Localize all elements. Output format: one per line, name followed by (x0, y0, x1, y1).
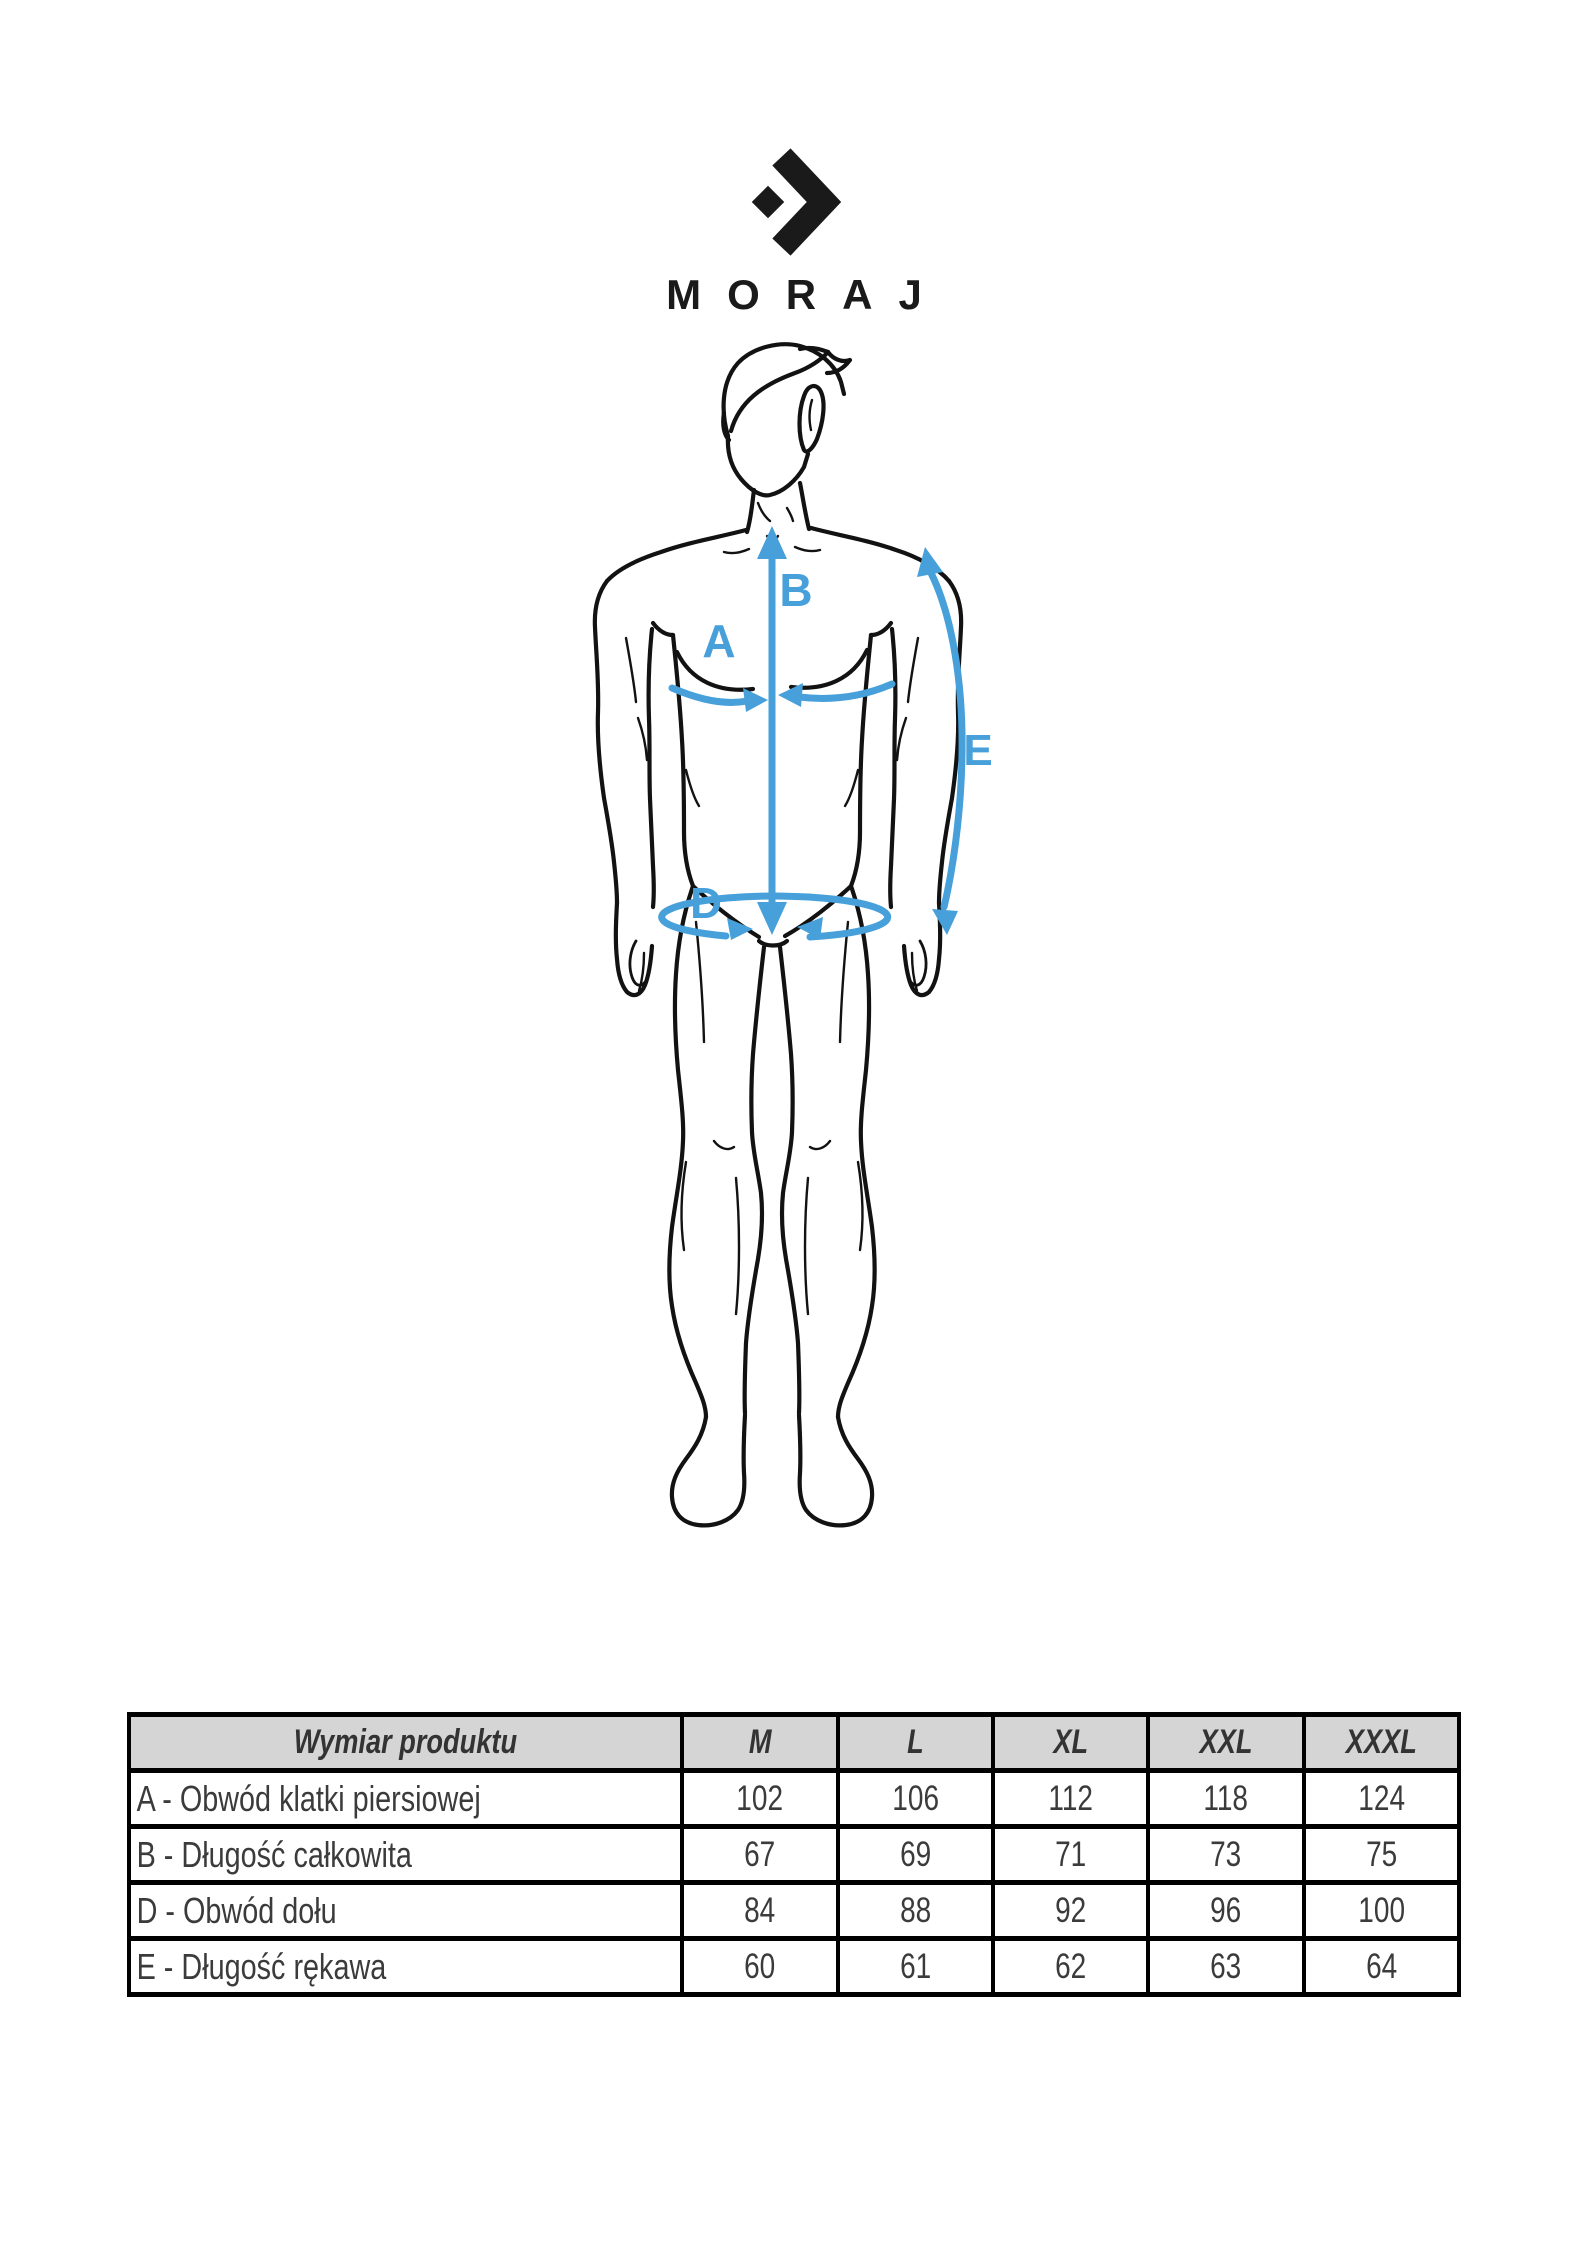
value-cell: 112 (993, 1771, 1148, 1827)
col-header-size-xxxl: XXXL (1304, 1715, 1459, 1771)
table-row-sleeve (129, 1939, 1459, 1995)
chevron-diamond-icon (752, 166, 824, 238)
value-cell: 64 (1304, 1939, 1459, 1995)
measure-label-d: D (690, 879, 722, 928)
value-cell: 61 (838, 1939, 993, 1995)
value-cell: 100 (1304, 1883, 1459, 1939)
value-cell: 118 (1148, 1771, 1303, 1827)
body-outline (595, 344, 961, 1525)
value-cell: 60 (682, 1939, 837, 1995)
value-cell: 75 (1304, 1827, 1459, 1883)
value-cell: 73 (1148, 1827, 1303, 1883)
value-cell: 84 (682, 1883, 837, 1939)
value-cell: 88 (838, 1883, 993, 1939)
value-cell: 63 (1148, 1939, 1303, 1995)
logo-diamond (752, 186, 785, 219)
head-outline (723, 344, 850, 495)
arrowhead-a-left (743, 688, 768, 712)
arrowhead-b-top (757, 526, 787, 559)
row-label: D - Obwód dołu (129, 1883, 682, 1939)
value-cell: 69 (838, 1827, 993, 1883)
arrowhead-b-bottom (757, 902, 787, 935)
size-table (127, 1712, 1461, 1997)
logo-chevron (790, 166, 824, 238)
right-foot (799, 1415, 872, 1525)
measurement-annotations (662, 526, 993, 940)
arrowhead-e-bottom (932, 909, 958, 935)
col-header-size-m: M (682, 1715, 837, 1771)
value-cell: 106 (838, 1771, 993, 1827)
measure-E-sleeve-length (917, 547, 993, 935)
measure-label-b: B (779, 564, 813, 616)
value-cell: 62 (993, 1939, 1148, 1995)
arms-outline (595, 581, 961, 995)
measure-label-e: E (963, 726, 993, 775)
table-row-chest (129, 1771, 1459, 1827)
size-table-header-row (129, 1715, 1459, 1771)
right-ear (800, 386, 824, 451)
value-cell: 67 (682, 1827, 837, 1883)
measure-B-total-length (757, 526, 813, 935)
table-row-hem (129, 1883, 1459, 1939)
measure-label-a: A (702, 615, 736, 667)
value-cell: 71 (993, 1827, 1148, 1883)
col-header-dimension: Wymiar produktu (129, 1715, 682, 1771)
row-label: B - Długość całkowita (129, 1827, 682, 1883)
body-measurement-diagram (500, 340, 1060, 1540)
neck-shoulders-outline (607, 483, 949, 581)
brand-logo-icon (738, 140, 848, 260)
col-header-size-xxl: XXL (1148, 1715, 1303, 1771)
value-cell: 92 (993, 1883, 1148, 1939)
col-header-size-xl: XL (993, 1715, 1148, 1771)
value-cell: 96 (1148, 1883, 1303, 1939)
value-cell: 124 (1304, 1771, 1459, 1827)
row-label: E - Długość rękawa (129, 1939, 682, 1995)
arrowhead-d-left (727, 918, 753, 940)
col-header-size-l: L (838, 1715, 993, 1771)
row-label: A - Obwód klatki piersiowej (129, 1771, 682, 1827)
left-foot (672, 1415, 745, 1525)
brand-name: MORAJ (666, 271, 948, 318)
value-cell: 102 (682, 1771, 837, 1827)
table-row-length (129, 1827, 1459, 1883)
